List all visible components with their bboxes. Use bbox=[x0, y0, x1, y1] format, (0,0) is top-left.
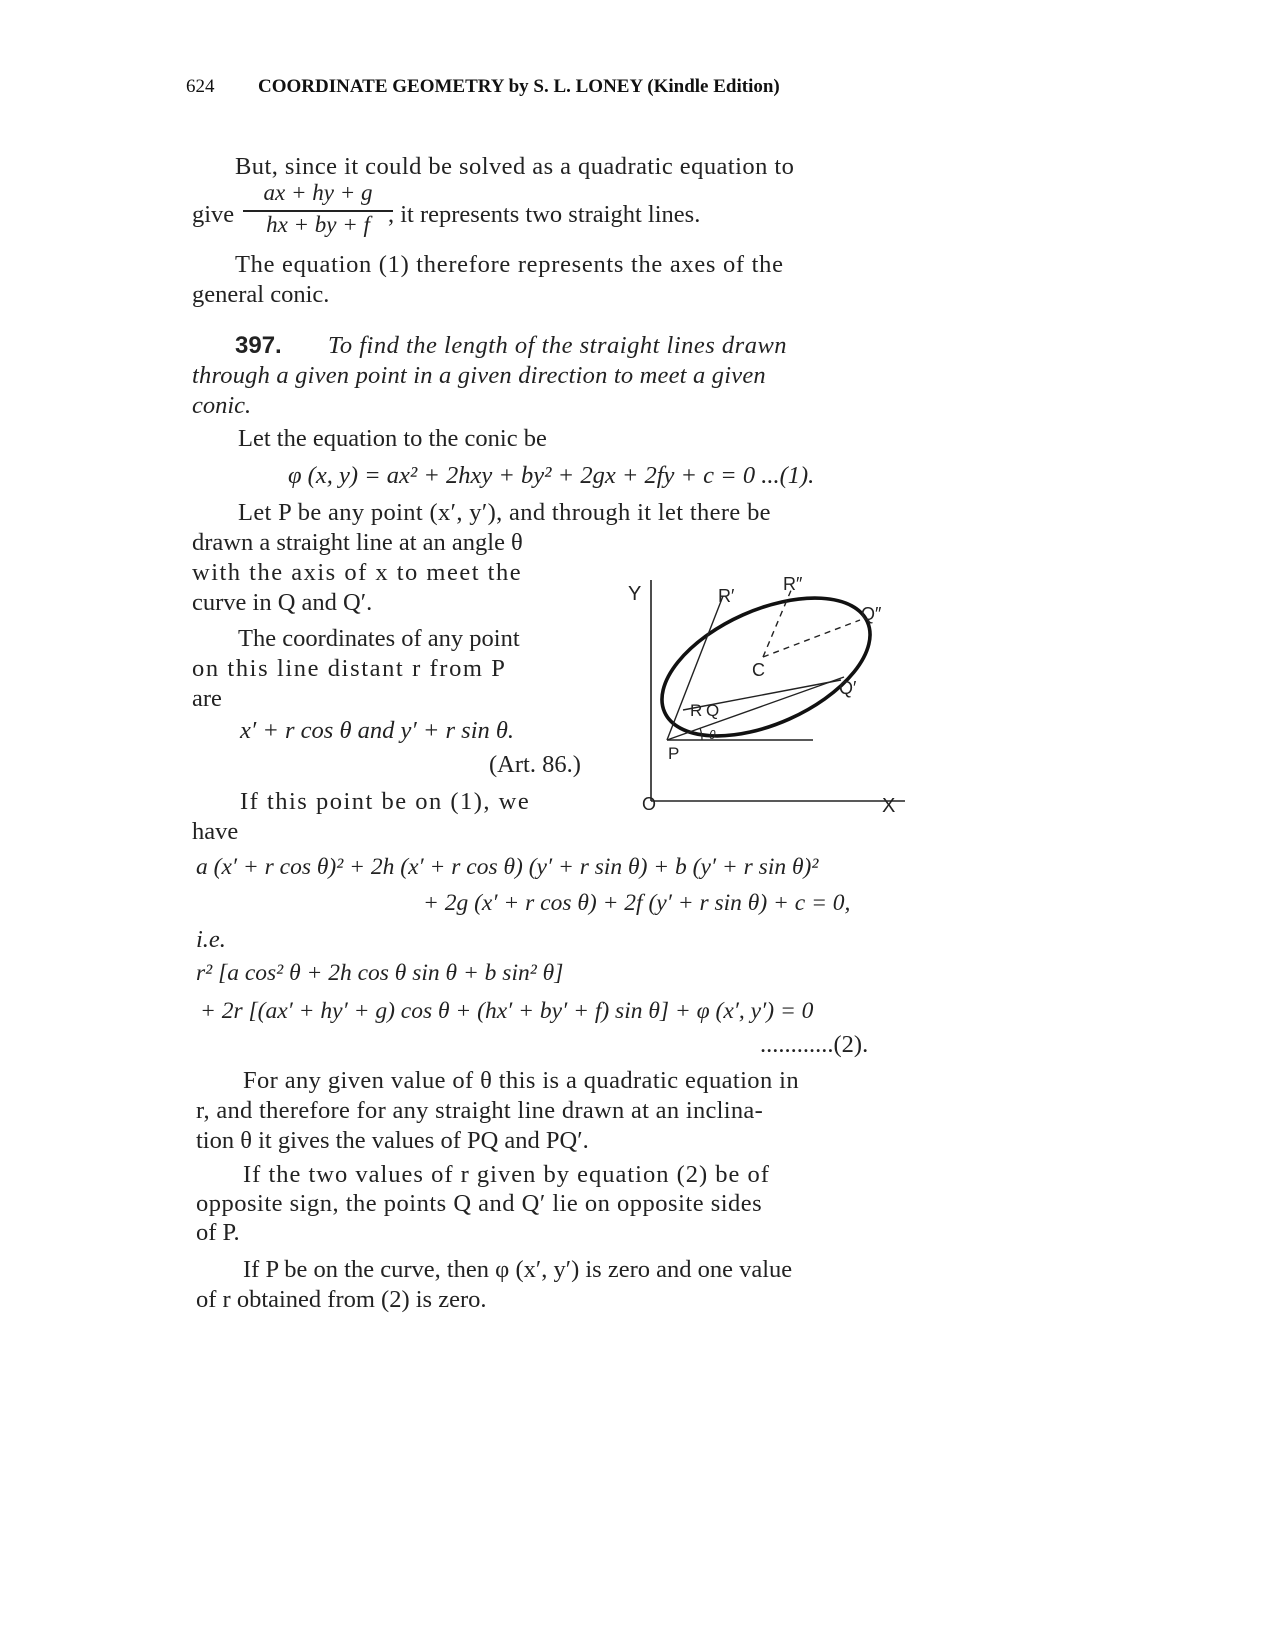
label-c: C bbox=[752, 660, 765, 680]
page-number: 624 bbox=[186, 76, 215, 97]
paragraph-line: Let the equation to the conic be bbox=[238, 425, 547, 452]
paragraph-line: The coordinates of any point bbox=[238, 625, 520, 652]
label-origin: O bbox=[642, 794, 657, 814]
page-header-title: COORDINATE GEOMETRY by S. L. LONEY (Kindle Edition) bbox=[258, 76, 780, 97]
article-number: 397. bbox=[235, 332, 282, 359]
paragraph-line: , it represents two straight lines. bbox=[388, 201, 701, 228]
conic-figure bbox=[620, 560, 920, 820]
ellipse-curve bbox=[641, 570, 890, 764]
paragraph-line: r, and therefore for any straight line drawn at an inclina- bbox=[196, 1097, 764, 1124]
article-reference: (Art. 86.) bbox=[489, 751, 581, 778]
paragraph-line: drawn a straight line at an angle θ bbox=[192, 529, 523, 556]
equation-coordinates: x′ + r cos θ and y′ + r sin θ. bbox=[240, 717, 515, 744]
paragraph-line: tion θ it gives the values of PQ and PQ′. bbox=[196, 1127, 589, 1154]
label-theta: θ bbox=[709, 728, 716, 742]
paragraph-line: curve in Q and Q′. bbox=[192, 589, 373, 616]
label-r-prime: R′ bbox=[718, 586, 735, 606]
article-title: conic. bbox=[192, 392, 252, 419]
paragraph-line: of P. bbox=[196, 1219, 240, 1246]
label-p: P bbox=[668, 744, 680, 763]
equation-2-line: r² [a cos² θ + 2h cos θ sin θ + b sin² θ] bbox=[196, 960, 564, 986]
fraction-denominator: hx + by + f bbox=[266, 212, 370, 237]
equation-expanded-line: + 2g (x′ + r cos θ) + 2f (y′ + r sin θ) + c = 0, bbox=[423, 890, 851, 916]
paragraph-line: with the axis of x to meet the bbox=[192, 559, 523, 586]
dashed-line-c-q-dprime bbox=[763, 620, 860, 657]
paragraph-line: opposite sign, the points Q and Q′ lie on opposite sides bbox=[196, 1190, 763, 1217]
fraction-numerator: ax + hy + g bbox=[263, 180, 373, 205]
paragraph-line: general conic. bbox=[192, 281, 330, 308]
paragraph-line: But, since it could be solved as a quadratic equation to bbox=[235, 153, 795, 180]
paragraph-line: If P be on the curve, then φ (x′, y′) is zero and one value bbox=[243, 1256, 793, 1283]
label-r: R bbox=[690, 701, 703, 720]
label-q-dprime: Q″ bbox=[861, 604, 882, 624]
paragraph-line: of r obtained from (2) is zero. bbox=[196, 1286, 487, 1313]
label-r-dprime: R″ bbox=[783, 574, 803, 594]
equation-2-line: + 2r [(ax′ + hy′ + g) cos θ + (hx′ + by′ + f) sin θ] + φ (x′, y′) = 0 bbox=[200, 998, 814, 1024]
paragraph-line: If this point be on (1), we bbox=[240, 788, 531, 815]
equation-expanded-line: a (x′ + r cos θ)² + 2h (x′ + r cos θ) (y′ + r sin θ) + b (y′ + r sin θ)² bbox=[196, 854, 819, 880]
label-q: Q bbox=[706, 701, 720, 720]
label-x: X bbox=[882, 795, 896, 817]
paragraph-line: Let P be any point (x′, y′), and through it let there be bbox=[238, 499, 771, 526]
paragraph-line: have bbox=[192, 818, 239, 845]
label-y: Y bbox=[628, 583, 642, 605]
dashed-line-c-r-dprime bbox=[763, 588, 792, 657]
article-title: through a given point in a given direction to meet a given bbox=[192, 362, 766, 389]
ie-label: i.e. bbox=[196, 926, 226, 953]
equation-2-number: ............(2). bbox=[760, 1031, 869, 1058]
paragraph-line: For any given value of θ this is a quadratic equation in bbox=[243, 1067, 799, 1094]
paragraph-line: The equation (1) therefore represents the axes of the bbox=[235, 251, 784, 278]
paragraph-word: give bbox=[192, 201, 235, 228]
article-title: To find the length of the straight lines drawn bbox=[328, 332, 788, 359]
paragraph-line: are bbox=[192, 685, 222, 712]
equation-1: φ (x, y) = ax² + 2hxy + by² + 2gx + 2fy + c = 0 ...(1). bbox=[288, 462, 815, 489]
paragraph-line: on this line distant r from P bbox=[192, 655, 507, 682]
label-q-prime: Q′ bbox=[839, 678, 857, 698]
paragraph-line: If the two values of r given by equation (2) be of bbox=[243, 1161, 770, 1188]
